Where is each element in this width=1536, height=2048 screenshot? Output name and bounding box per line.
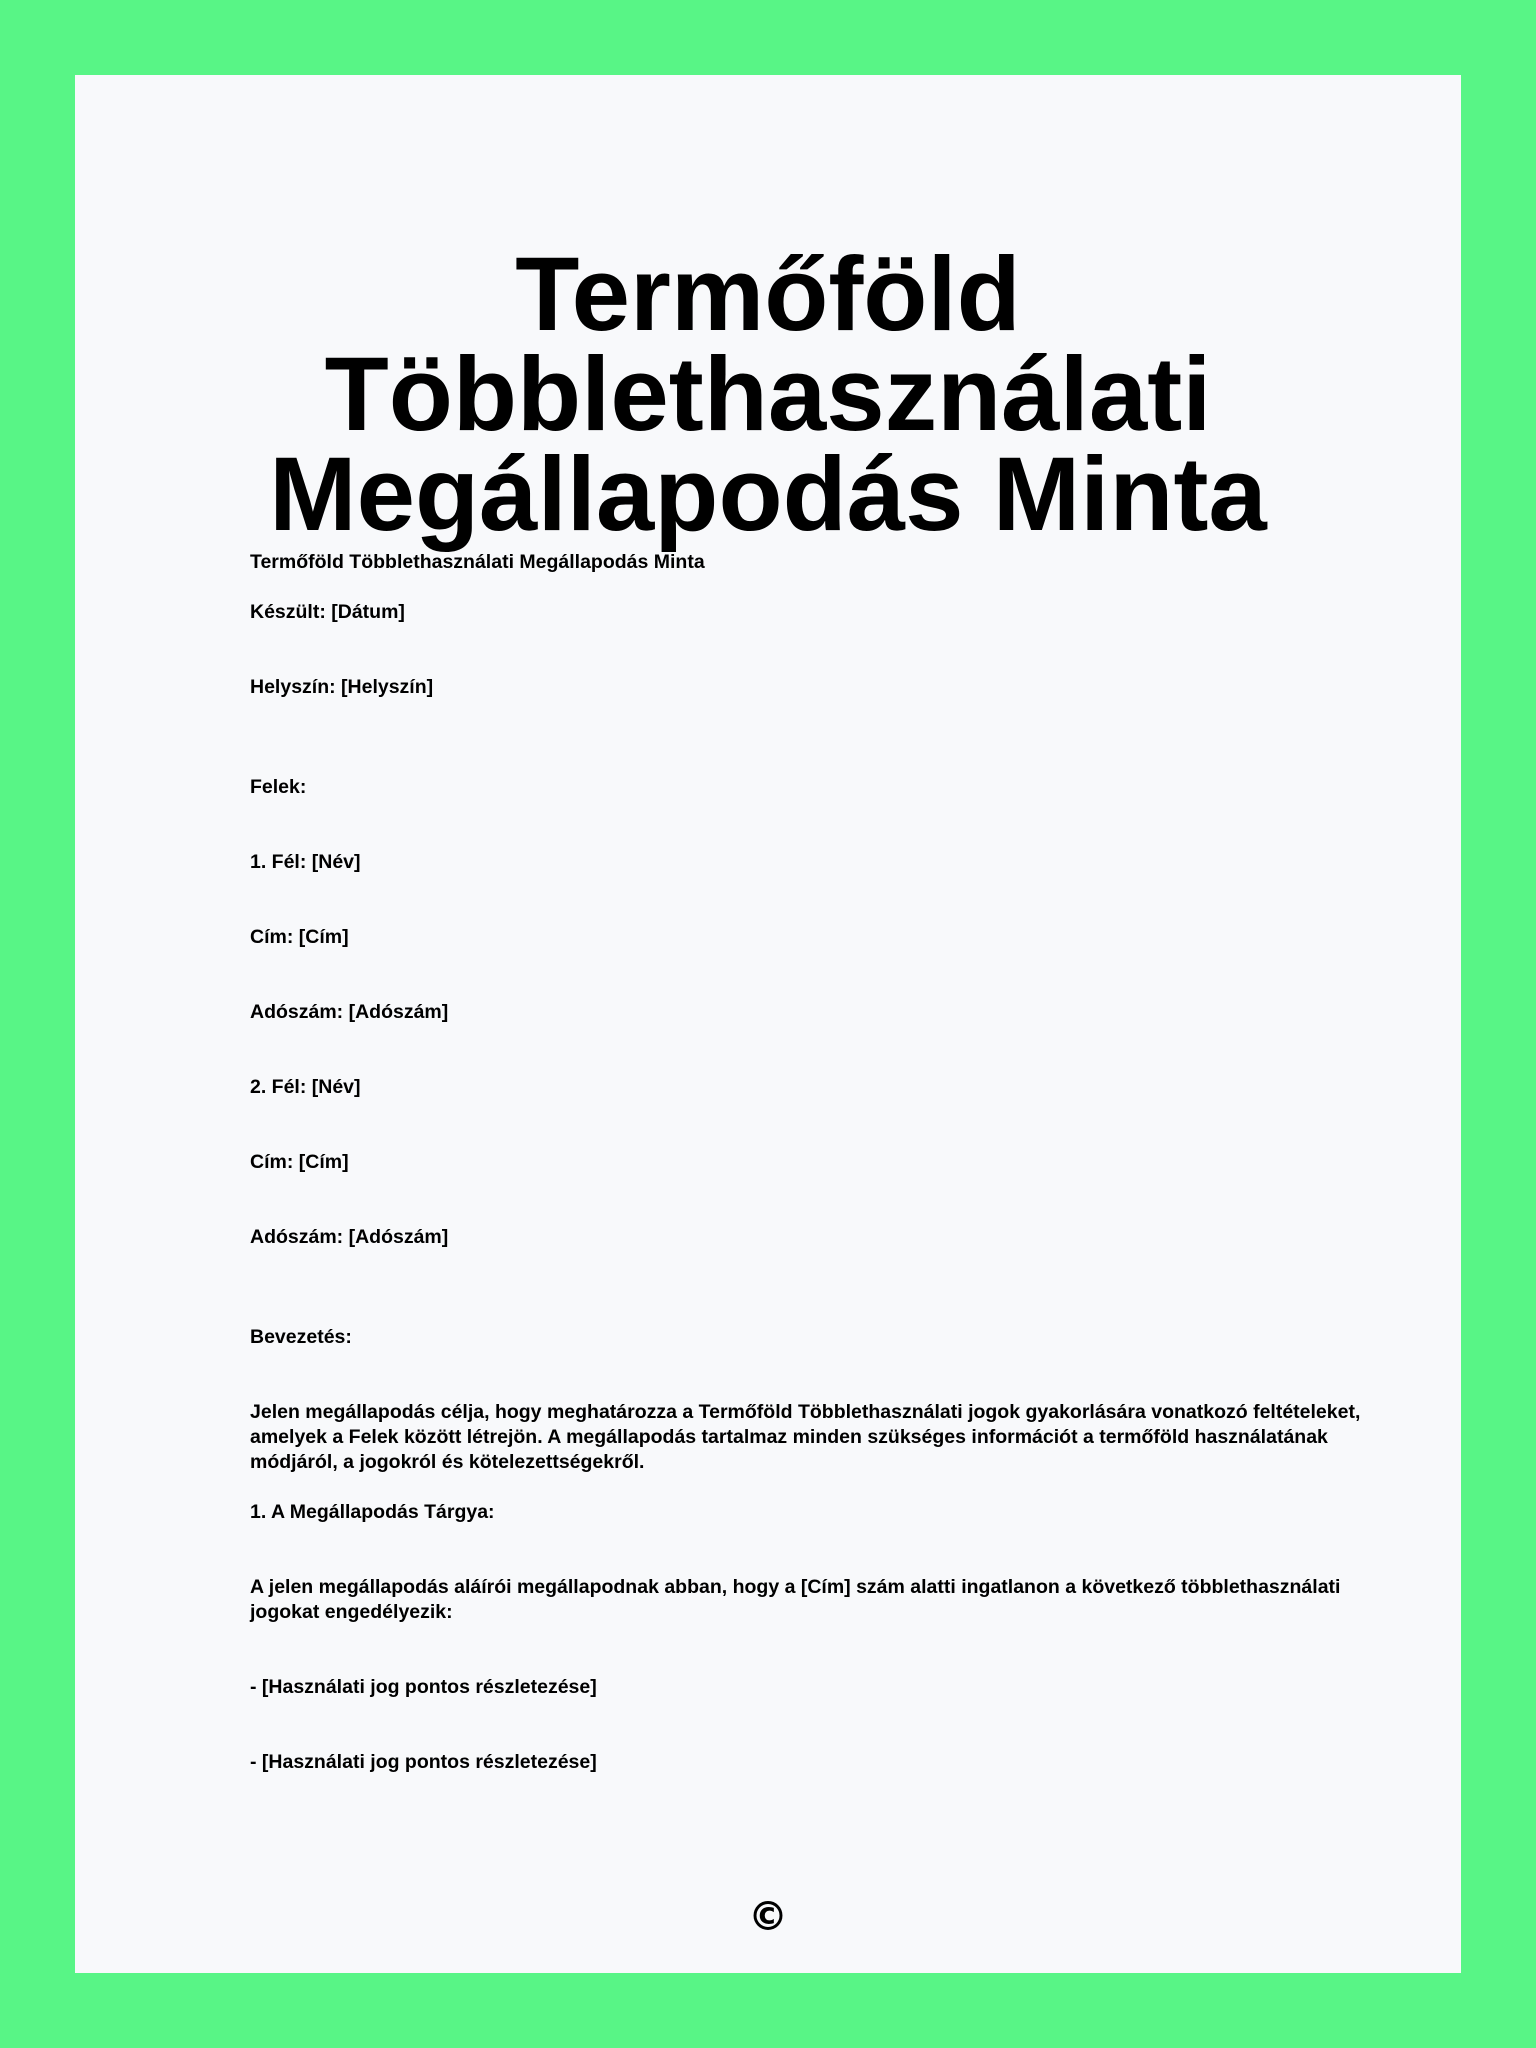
- subject-paragraph: A jelen megállapodás aláírói megállapodnak abban, hogy a [Cím] szám alatti ingatlanon a következő többlethasználati jogokat engedélyezik:: [250, 1576, 1341, 1623]
- document-heading-line: Termőföld Többlethasználati Megállapodás Minta: [250, 551, 705, 573]
- usage-right-item: - [Használati jog pontos részletezése]: [250, 1751, 597, 1773]
- introduction-heading: Bevezetés:: [250, 1326, 352, 1348]
- location-line: Helyszín: [Helyszín]: [250, 676, 434, 698]
- copyright-icon: ©: [748, 1894, 788, 1940]
- party-1-tax-number: Adószám: [Adószám]: [250, 1001, 449, 1023]
- party-1-name: 1. Fél: [Név]: [250, 851, 361, 873]
- document-title: Termőföld Többlethasználati Megállapodás Minta: [269, 236, 1267, 553]
- introduction-paragraph: Jelen megállapodás célja, hogy meghatározza a Termőföld Többlethasználati jogok gyakorlására vonatkozó feltételeket, amelyek a Felek között létrejön. A megállapodás tartalmaz minden szükséges információt a termőföld használatának módjáról, a jogokról és kötelezettségekről.: [250, 1401, 1361, 1473]
- usage-right-item: - [Használati jog pontos részletezése]: [250, 1676, 597, 1698]
- party-2-tax-number: Adószám: [Adószám]: [250, 1226, 449, 1248]
- party-2-name: 2. Fél: [Név]: [250, 1076, 361, 1098]
- prepared-date-line: Készült: [Dátum]: [250, 601, 405, 623]
- party-1-address: Cím: [Cím]: [250, 926, 349, 948]
- subject-heading: 1. A Megállapodás Tárgya:: [250, 1501, 495, 1523]
- party-2-address: Cím: [Cím]: [250, 1151, 349, 1173]
- parties-heading: Felek:: [250, 776, 307, 798]
- document-page: [75, 75, 1461, 1973]
